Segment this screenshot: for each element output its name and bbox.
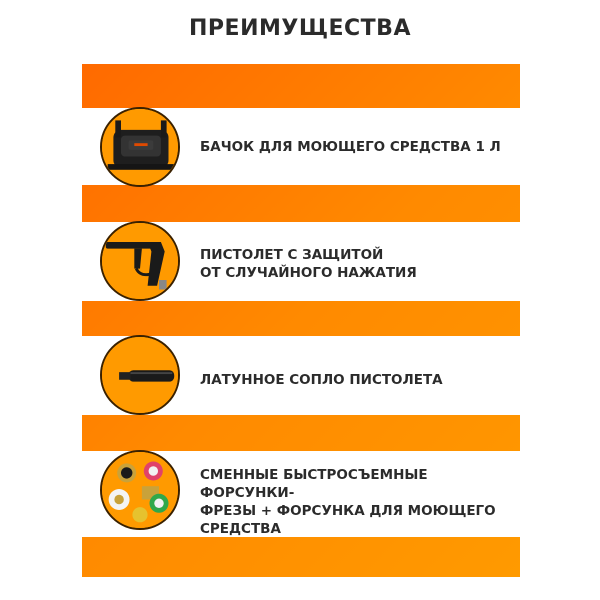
- spray-gun-icon: [100, 221, 180, 301]
- feature-label-brass-nozzle: ЛАТУННОЕ СОПЛО ПИСТОЛЕТА: [200, 372, 443, 388]
- feature-label-quick-nozzles: СМЕННЫЕ БЫСТРОСЪЕМНЫЕ ФОРСУНКИ- ФРЕЗЫ + ФОРСУНКА ДЛЯ МОЮЩЕГО СРЕДСТВА: [200, 467, 496, 537]
- detergent-tank-icon: [100, 107, 180, 187]
- brass-nozzle-icon: [100, 335, 180, 415]
- page-title: ПРЕИМУЩЕСТВА: [189, 16, 411, 41]
- feature-label-spray-gun: ПИСТОЛЕТ С ЗАЩИТОЙ ОТ СЛУЧАЙНОГО НАЖАТИЯ: [200, 247, 417, 281]
- quick-nozzles-icon: [100, 450, 180, 530]
- feature-label-detergent-tank: БАЧОК ДЛЯ МОЮЩЕГО СРЕДСТВА 1 Л: [200, 139, 501, 155]
